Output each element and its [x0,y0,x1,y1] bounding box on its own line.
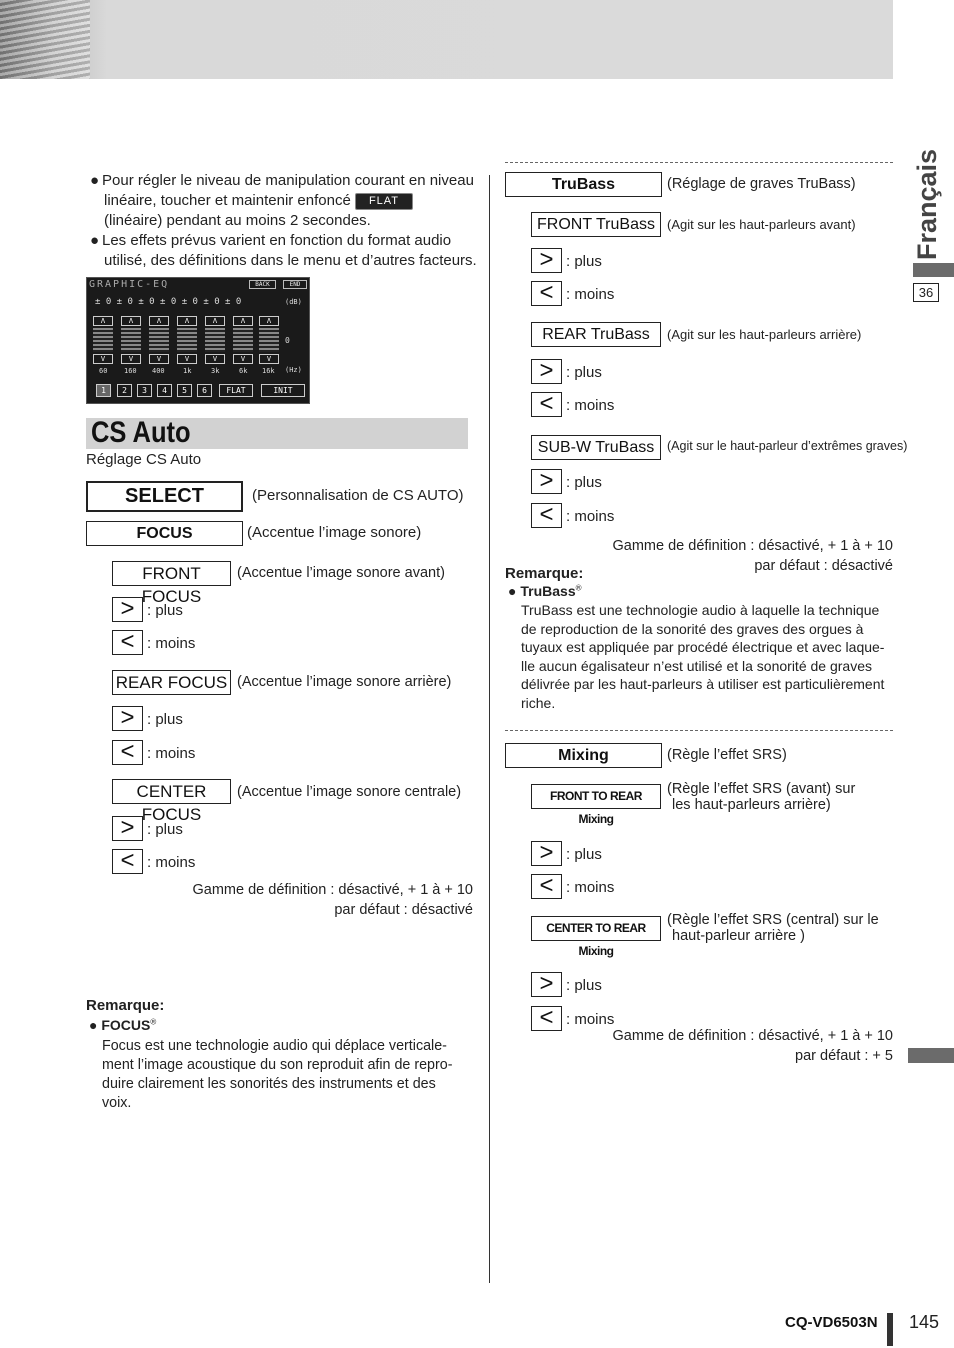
minus-label: : moins [566,508,615,525]
language-tab: Français [912,148,942,260]
trubass-note-body: TruBass est une technologie audio à laquelle la technique de reproduction de la sonorité des graves des orgues à tuyaux est appliquée par procédé électrique et avec laque- lle aucun égalisateur n’est utilisé et la sonorité de graves délivrée par les haut-parleurs à utiliser est particulièrement riche. [521,602,885,711]
preset-3-button: 3 [137,384,152,397]
trubass-range-text: Gamme de définition : désactivé, + 1 à + 10 [612,538,893,554]
minus-arrow-icon[interactable]: < [531,874,562,899]
plus-arrow-icon[interactable]: > [112,597,143,622]
minus-arrow-icon[interactable]: < [531,281,562,306]
note-body: Focus est une technologie audio qui déplace verticale- ment l’image acoustique du son reproduit afin de repro- duire clairement les sonorités des instruments et des voix. [102,1038,453,1111]
screen-zero-label: 0 [285,336,290,345]
plus-arrow-icon[interactable]: > [531,469,562,494]
minus-label: : moins [147,854,196,871]
front-focus-description: (Accentue l’image sonore avant) [237,565,445,581]
rear-focus-button[interactable]: REAR FOCUS [112,670,231,695]
screen-back-button: BACK [249,280,276,289]
header-band [0,0,893,79]
minus-arrow-icon[interactable]: < [112,630,143,655]
plus-label: : plus [566,253,602,270]
subw-trubass-button[interactable]: SUB-W TruBass [531,435,661,460]
eq-band-160: Λ V [121,316,143,364]
graphic-eq-screenshot [86,277,310,404]
screen-db-label: (dB) [285,298,302,306]
select-description: (Personnalisation de CS AUTO) [252,487,464,504]
freq-label: 60 [99,367,108,375]
center-to-rear-mixing-button[interactable]: CENTER TO REAR Mixing [531,916,661,941]
center-focus-description: (Accentue l’image sonore centrale) [237,784,462,800]
front-trubass-button[interactable]: FRONT TruBass [531,212,661,237]
plus-label: : plus [566,474,602,491]
plus-arrow-icon[interactable]: > [531,841,562,866]
note-item: ● FOCUS® [89,1017,157,1033]
plus-label: : plus [566,846,602,863]
minus-arrow-icon[interactable]: < [112,849,143,874]
preset-2-button: 2 [117,384,132,397]
dotted-separator [505,730,893,731]
page-number-bar [887,1313,893,1346]
eq-band-3k: Λ V [205,316,227,364]
focus-description: (Accentue l’image sonore) [247,524,422,541]
select-button[interactable]: SELECT [86,481,243,512]
side-tab-marker [908,1048,954,1063]
minus-label: : moins [147,745,196,762]
minus-label: : moins [566,879,615,896]
plus-label: : plus [147,602,183,619]
freq-label: 160 [124,367,137,375]
center-focus-button[interactable]: CENTER FOCUS [112,779,231,804]
eq-band-1k: Λ V [177,316,199,364]
minus-label: : moins [147,635,196,652]
minus-arrow-icon[interactable]: < [112,740,143,765]
plus-arrow-icon[interactable]: > [112,816,143,841]
subw-trubass-description: (Agit sur le haut-parleur d’extrêmes graves) [667,439,908,453]
rear-focus-description: (Accentue l’image sonore arrière) [237,674,452,690]
mixing-description: (Règle l’effet SRS) [667,747,787,763]
screen-init-button: INIT [261,384,305,397]
plus-arrow-icon[interactable]: > [531,359,562,384]
plus-label: : plus [566,364,602,381]
trubass-button[interactable]: TruBass [505,172,662,197]
preset-4-button: 4 [157,384,172,397]
eq-band-400: Λ V [149,316,171,364]
note-title: Remarque: [86,997,165,1014]
front-rear-mixing-description: (Règle l’effet SRS (avant) sur les haut-parleurs arrière) [667,781,856,813]
minus-arrow-icon[interactable]: < [531,392,562,417]
plus-arrow-icon[interactable]: > [531,972,562,997]
freq-label: 16k [262,367,275,375]
eq-band-6k: Λ V [233,316,255,364]
screen-hz-label: (Hz) [285,366,302,374]
mixing-button[interactable]: Mixing [505,743,662,768]
plus-label: : plus [147,821,183,838]
rear-trubass-description: (Agit sur les haut-parleurs arrière) [667,327,862,342]
minus-arrow-icon[interactable]: < [531,1006,562,1031]
section-page-number: 36 [913,283,939,302]
model-number: CQ-VD6503N [785,1314,878,1331]
mixing-range-text: Gamme de définition : désactivé, + 1 à + 10 [612,1028,893,1044]
rear-trubass-button[interactable]: REAR TruBass [531,322,661,347]
screen-flat-button: FLAT [219,384,253,397]
screen-end-button: END [283,280,307,289]
focus-button[interactable]: FOCUS [86,521,243,546]
freq-label: 6k [239,367,248,375]
dotted-separator [505,162,893,163]
front-to-rear-mixing-button[interactable]: FRONT TO REAR Mixing [531,784,661,809]
center-rear-mixing-description: (Règle l’effet SRS (central) sur le haut-parleur arrière ) [667,912,879,944]
plus-arrow-icon[interactable]: > [112,706,143,731]
plus-arrow-icon[interactable]: > [531,248,562,273]
plus-label: : plus [566,977,602,994]
eq-band-16k: Λ V [259,316,281,364]
plus-label: : plus [147,711,183,728]
freq-label: 1k [183,367,192,375]
language-tab-bar [913,263,954,277]
screen-values-row: ± 0 ± 0 ± 0 ± 0 ± 0 ± 0 ± 0 [95,297,242,307]
section-subtitle: Réglage CS Auto [86,451,202,468]
preset-5-button: 5 [177,384,192,397]
trubass-description: (Réglage de graves TruBass) [667,176,856,192]
trubass-default-text: par défaut : désactivé [754,558,893,574]
screen-title: GRAPHIC-EQ [89,279,170,290]
focus-range-text: Gamme de définition : désactivé, + 1 à + 10 [192,882,473,898]
column-divider [489,175,490,1283]
flat-button-icon: FLAT [355,193,413,210]
section-title: CS Auto [91,416,191,449]
focus-default-text: par défaut : désactivé [334,902,473,918]
bullet-1: ● Pour régler le niveau de manipulation courant en niveau linéaire, toucher et maintenir enfoncé FLAT (linéaire) pendant au moins 2 secondes. [90,172,474,229]
eq-band-60: Λ V [93,316,115,364]
bullet-2: ● Les effets prévus varient en fonction du format audio utilisé, des définitions dans le menu et d’autres facteurs. [90,232,477,269]
freq-label: 400 [152,367,165,375]
minus-label: : moins [566,397,615,414]
front-trubass-description: (Agit sur les haut-parleurs avant) [667,217,856,232]
minus-label: : moins [566,286,615,303]
minus-arrow-icon[interactable]: < [531,503,562,528]
preset-6-button: 6 [197,384,212,397]
minus-label: : moins [566,1011,615,1028]
preset-1-button: 1 [96,384,111,397]
trubass-note-title: Remarque: [505,565,584,582]
freq-label: 3k [211,367,220,375]
front-focus-button[interactable]: FRONT FOCUS [112,561,231,586]
trubass-note-item: ● TruBass® [508,583,582,599]
page-number: 145 [909,1312,940,1332]
mixing-default-text: par défaut : + 5 [795,1048,893,1064]
